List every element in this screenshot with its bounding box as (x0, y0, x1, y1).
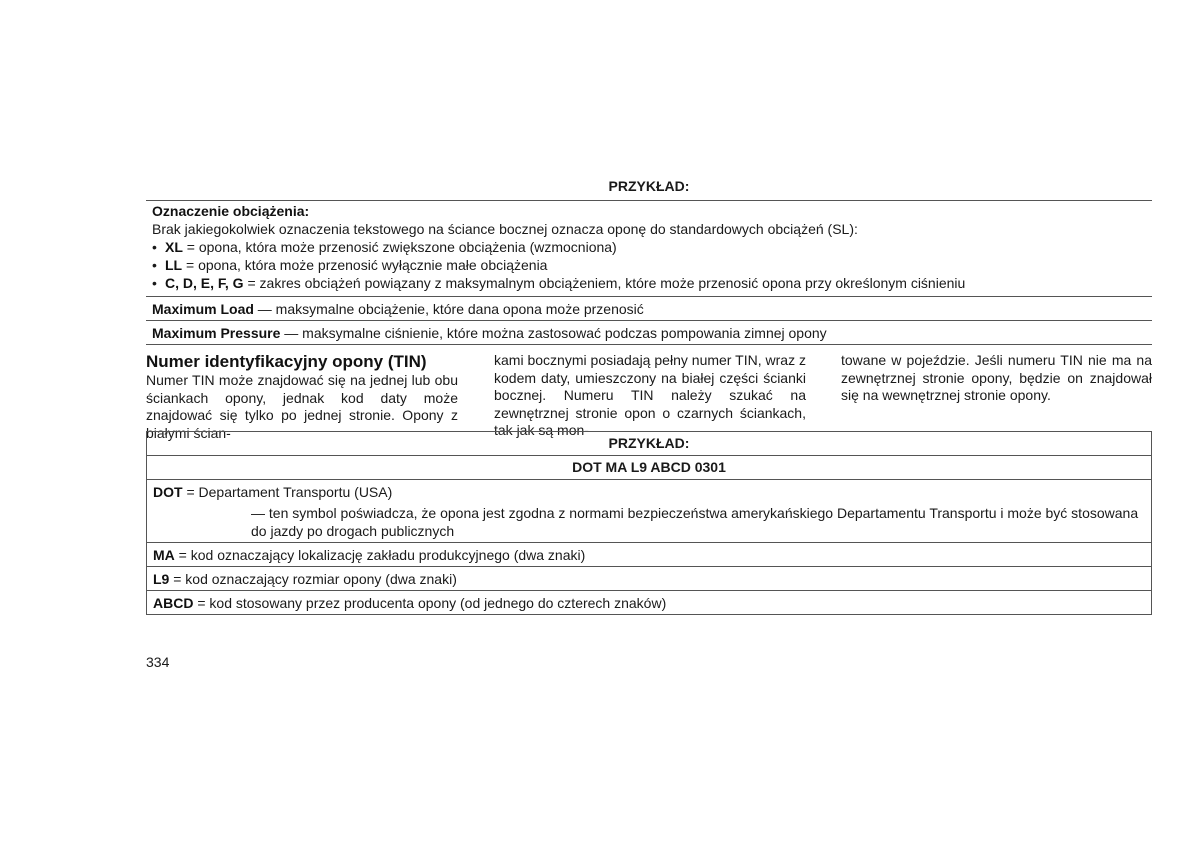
tin-text-1: Numer TIN może znajdować się na jednej lub obu ściankach opony, jednak kod daty może znajdować się tylko po jednej stronie. Opony z białymi ścian- (146, 372, 458, 441)
abcd-row (147, 591, 1151, 614)
load-item-text: = zakres obciążeń powiązany z maksymalnym obciążeniem, które może przenosić opona przy określonym ciśnieniu (243, 275, 966, 291)
load-designation-heading: Oznaczenie obciążenia: (152, 203, 310, 219)
tin-column-1 (146, 352, 458, 442)
row-text: = kod oznaczający rozmiar opony (dwa znaki) (169, 571, 457, 587)
tin-column-2 (494, 352, 806, 440)
load-item-code: LL (165, 257, 183, 273)
tin-example-code: DOT MA L9 ABCD 0301 (147, 456, 1151, 480)
load-item-xl (152, 238, 1146, 256)
tin-heading: Numer identyfikacyjny opony (TIN) (146, 352, 427, 371)
row-text: — maksymalne ciśnienie, które można zastosować podczas pompowania zimnej opony (280, 325, 827, 341)
ma-row (147, 543, 1151, 567)
tin-text-3: towane w pojeździe. Jeśli numeru TIN nie ma na zewnętrznej stronie opony, będzie on znajdował się na wewnętrznej stronie opony. (841, 352, 1152, 403)
tin-example-title: PRZYKŁAD: (147, 432, 1151, 456)
load-item-ll (152, 256, 1146, 274)
l9-row (147, 567, 1151, 591)
load-item-text: = opona, która może przenosić zwiększone obciążenia (wzmocniona) (182, 239, 617, 255)
row-text: = Departament Transportu (USA) (182, 484, 393, 500)
bullet-icon: • (152, 239, 157, 255)
load-designation-block (146, 201, 1152, 296)
load-item-code: C, D, E, F, G (165, 275, 244, 291)
bullet-icon: • (152, 275, 157, 291)
tin-example-table (146, 431, 1152, 615)
row-text: = kod oznaczający lokalizację zakładu produkcyjnego (dwa znaki) (174, 547, 586, 563)
tin-column-3 (841, 352, 1152, 405)
dot-row (147, 480, 1151, 543)
row-term: MA (153, 547, 175, 563)
dot-description: — ten symbol poświadcza, że opona jest zgodna z normami bezpieczeństwa amerykańskiego Departamentu Transportu i może być stosowana do jazdy po drogach publicznych (251, 505, 1139, 539)
tin-text-2: kami bocznymi posiadają pełny numer TIN, wraz z kodem daty, umieszczony na białej części ścianki bocznej. Numeru TIN należy szukać na zewnętrznej stronie opon o czarnych ściankach, tak jak są mon- (494, 352, 806, 438)
row-term: ABCD (153, 595, 194, 611)
load-example-title: PRZYKŁAD: (146, 172, 1152, 201)
row-text: = kod stosowany przez producenta opony (od jednego do czterech znaków) (193, 595, 667, 611)
page-number: 334 (146, 654, 170, 670)
load-designation-intro: Brak jakiegokolwiek oznaczenia tekstowego na ściance bocznej oznacza oponę do standardowych obciążeń (SL): (152, 221, 858, 237)
maximum-pressure-row (146, 320, 1152, 345)
load-example-table (146, 172, 1152, 345)
row-term: Maximum Pressure (152, 325, 281, 341)
load-item-range (152, 274, 1146, 292)
load-item-text: = opona, która może przenosić wyłącznie małe obciążenia (182, 257, 548, 273)
row-term: DOT (153, 484, 183, 500)
maximum-load-row (146, 296, 1152, 320)
load-item-code: XL (165, 239, 183, 255)
row-text: — maksymalne obciążenie, które dana opona może przenosić (253, 301, 644, 317)
bullet-icon: • (152, 257, 157, 273)
row-term: L9 (153, 571, 170, 587)
row-term: Maximum Load (152, 301, 254, 317)
